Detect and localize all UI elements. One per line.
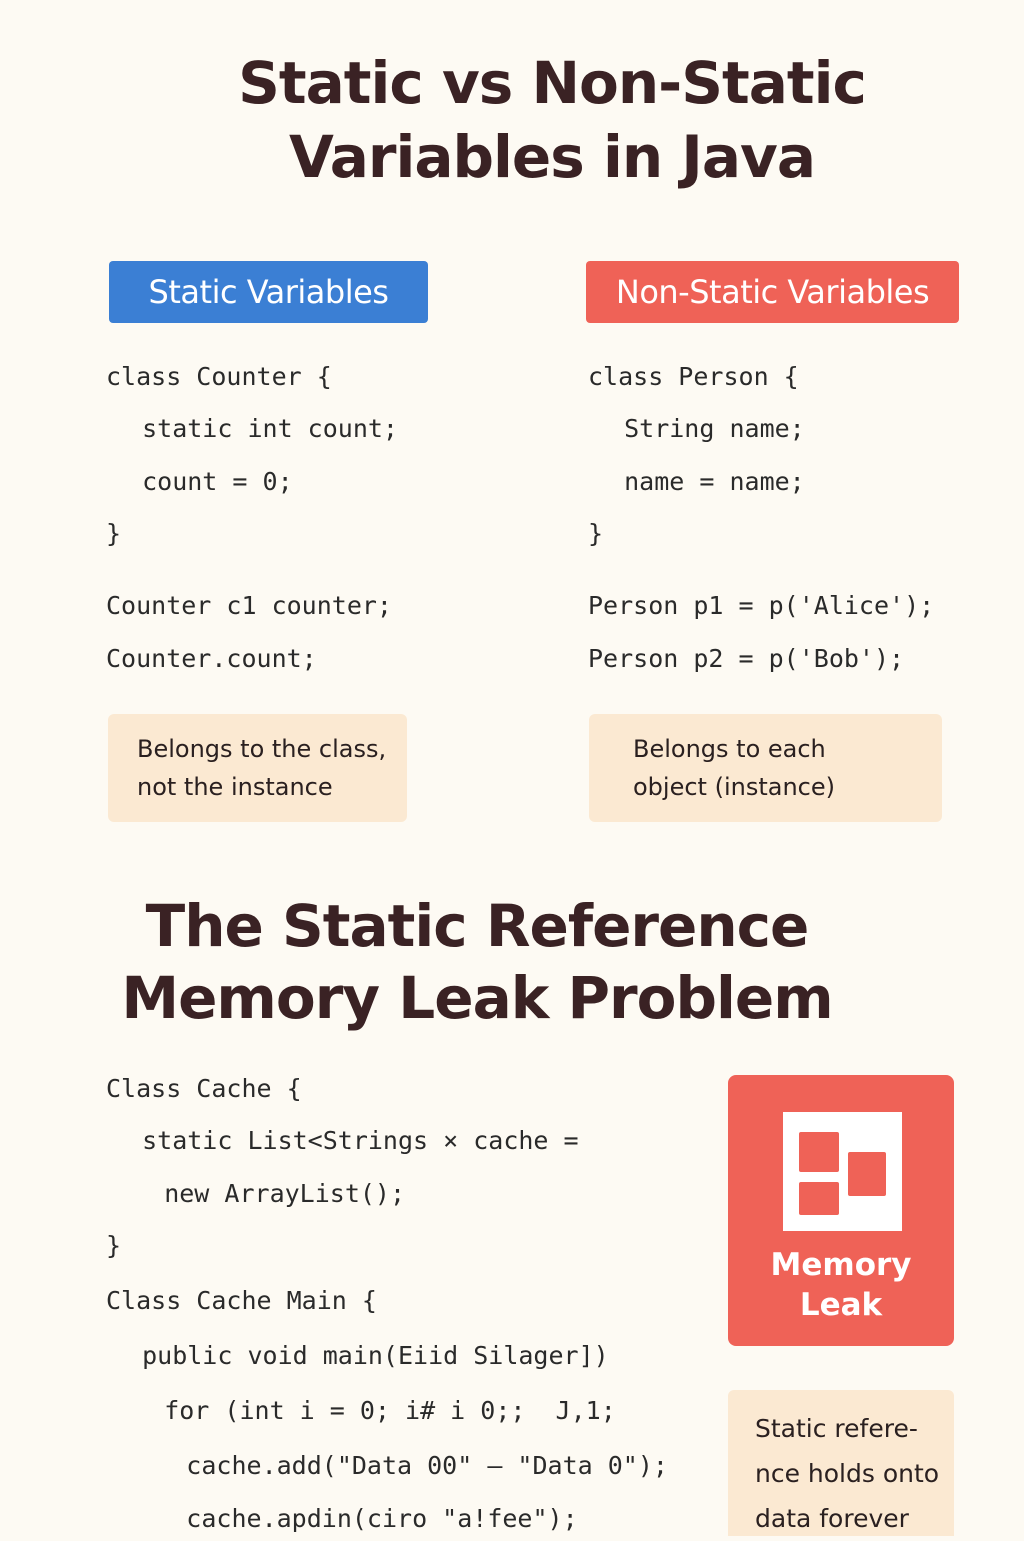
code-line: Class Cache Main { [106, 1286, 377, 1315]
leak-note [728, 1390, 954, 1536]
code-line: cache.apdin(ciro "a!fee"); [96, 1504, 578, 1533]
leak-code-block [96, 1074, 668, 1533]
memory-leak-title-line-2: Memory Leak Problem [121, 964, 833, 1032]
leak-note-line: data forever [755, 1504, 909, 1533]
non-static-code-block [588, 362, 935, 673]
code-line: cache.add("Data 00" – "Data 0"); [96, 1451, 668, 1480]
memory-block [799, 1182, 839, 1215]
memory-leak-label-line: Memory [770, 1247, 912, 1283]
non-static-note-line: Belongs to each [633, 735, 826, 763]
memory-leak-card [728, 1075, 954, 1346]
static-note-line: not the instance [137, 773, 333, 801]
code-line: } [106, 519, 122, 548]
page-title-line-2: Variables in Java [289, 123, 815, 191]
memory-leak-title-line-1: The Static Reference [145, 892, 809, 960]
code-line: new ArrayList(); [104, 1179, 406, 1208]
memory-blocks-icon [783, 1112, 902, 1231]
non-static-note-line: object (instance) [633, 773, 835, 801]
page-title-line-1: Static vs Non-Static [238, 49, 866, 117]
code-line: count = 0; [112, 467, 293, 496]
static-note [108, 714, 407, 822]
code-line: class Counter { [106, 362, 332, 391]
memory-leak-label-line: Leak [799, 1287, 883, 1323]
code-line: public void main(Eiid Silager]) [112, 1341, 609, 1370]
code-line: } [106, 1231, 122, 1260]
code-line: } [588, 519, 604, 548]
code-line: for (int i = 0; i# i 0;; J,1; [104, 1396, 616, 1425]
code-line: Class Cache { [106, 1074, 302, 1103]
code-line: String name; [594, 414, 805, 443]
static-code-block [106, 362, 398, 673]
code-line: Counter.count; [106, 644, 317, 673]
code-line: name = name; [594, 467, 805, 496]
static-variables-badge: Static Variables [109, 261, 428, 323]
code-line: Counter c1 counter; [106, 591, 392, 620]
leak-note-line: Static refere- [755, 1414, 918, 1443]
memory-leak-label [728, 1245, 954, 1325]
code-line: Person p1 = p('Alice'); [588, 591, 935, 620]
code-line: class Person { [588, 362, 799, 391]
non-static-note [589, 714, 942, 822]
memory-leak-title [0, 890, 1024, 1034]
code-line: static List<Strings × cache = [112, 1126, 579, 1155]
non-static-variables-badge: Non-Static Variables [586, 261, 959, 323]
page-title [0, 46, 1024, 194]
code-line: static int count; [112, 414, 398, 443]
memory-block [799, 1132, 839, 1172]
memory-block [848, 1152, 886, 1196]
code-line: Person p2 = p('Bob'); [588, 644, 905, 673]
leak-note-line: nce holds onto [755, 1459, 940, 1488]
static-note-line: Belongs to the class, [137, 735, 387, 763]
